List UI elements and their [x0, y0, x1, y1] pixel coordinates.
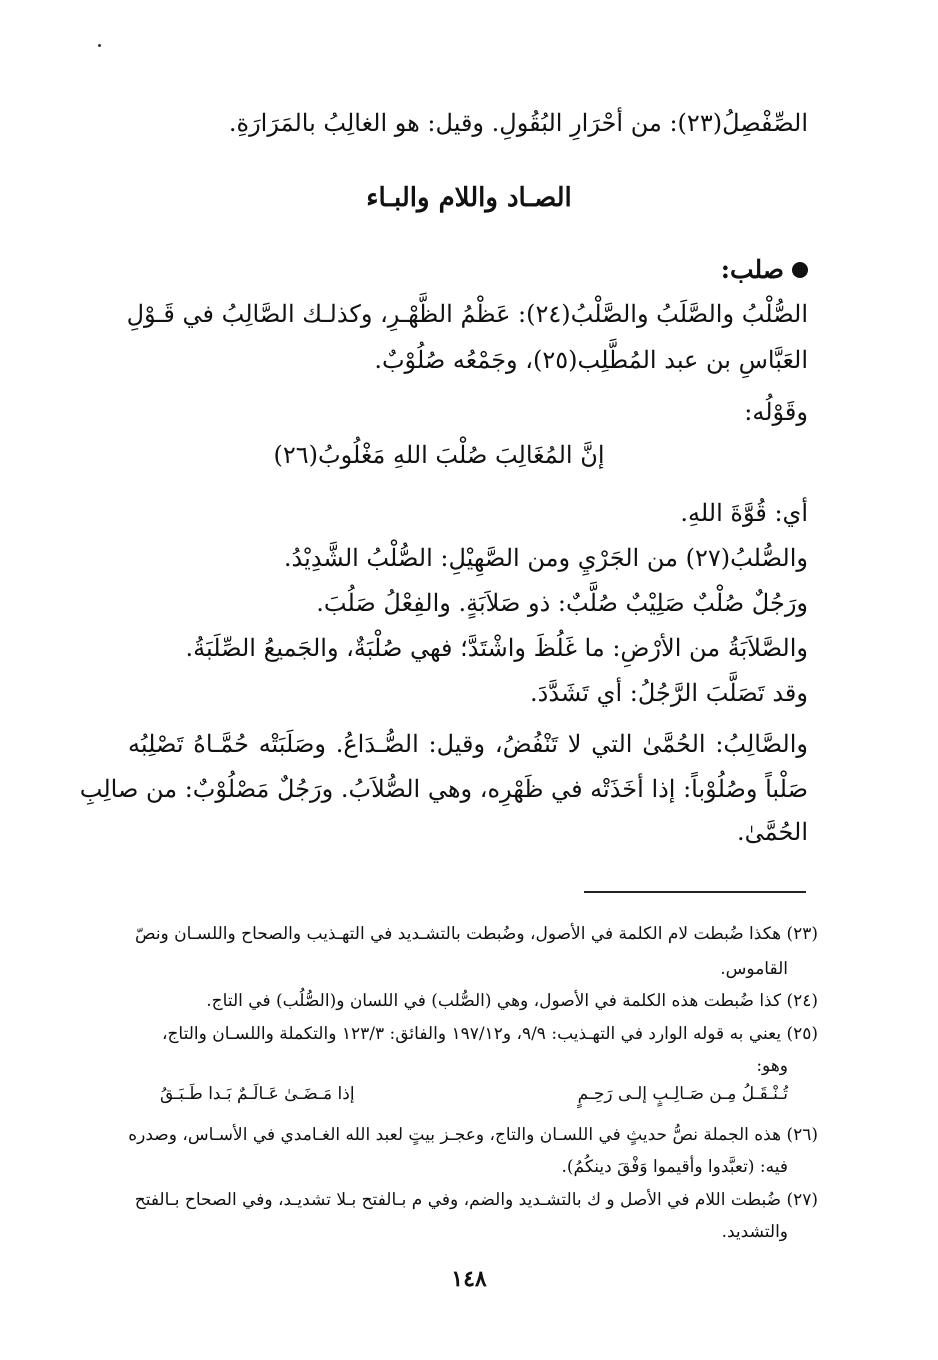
footnote-25-line-1: (٢٥) يعني به قوله الوارد في التهـذيب: ٩/٩، و١٩٧/١٢ والفائق: ١٢٣/٣ والتكملة واللسـان والتاج، [161, 1024, 818, 1044]
paragraph-1-line-1: الصُّلْبُ والصَّلَبُ والصَّلْبُ(٢٤): عَظْمُ الظَّهْـرِ، وكذلـك الصَّالِبُ في قَـوْلِ [126, 300, 808, 328]
text-line-top: الصِّفْصِلُ(٢٣): من أحْرَارِ البُقُولِ. وقيل: هو الغالِبُ بالمَرَارَةِ. [228, 109, 808, 137]
paragraph-4: والصُّلبُ(٢٧) من الجَرْيِ ومن الصَّهِيْلِ: الصُّلْبُ الشَّدِيْدُ. [283, 544, 808, 572]
footnote-25-verse-first-hemistich: تُـنْـقَـلُ مِـن صَـالِـبٍ إلـى رَحِـمٍ [577, 1084, 788, 1104]
paragraph-5: ورَجُلٌ صُلْبٌ صَلِيْبٌ صُلَّبٌ: ذو صَلاَبَةٍ. والفِعْلُ صَلُبَ. [316, 589, 808, 617]
footnote-23-line-2: القاموس. [720, 959, 788, 979]
paragraph-3: أي: قُوَّةَ اللهِ. [680, 499, 808, 527]
paragraph-8-line-2: صَلْباً وصُلُوْباً: إذا أخَذَتْه في ظَهْرِه، وهي الصُّلاَبُ. ورَجُلٌ مَصْلُوْبٌ: من صالِبِ [79, 775, 808, 803]
poetry-verse: إنَّ المُغَالِبَ صُلْبَ اللهِ مَغْلُوبُ(٢٦) [273, 441, 605, 469]
bullet-icon [792, 262, 808, 278]
paragraph-7: وقد تَصَلَّبَ الرَّجُلُ: أي تَشَدَّدَ. [530, 679, 808, 707]
footnote-27-line-1: (٢٧) ضُبطت اللام في الأصل و ك بالتشـديد والضم، وفي م بـالفتح بـلا تشديـد، وفي الصحاح بـالفتح [134, 1190, 818, 1210]
footnote-24: (٢٤) كذا ضُبطت هذه الكلمة في الأصول، وهي (الصُّلب) في اللسان و(الصُّلُب) في التاج. [206, 991, 818, 1011]
entry-head-label: صلب: [720, 255, 784, 284]
paragraph-1-line-2: العَبَّاسِ بن عبد المُطَّلِب(٢٥)، وجَمْعُه صُلُوْبٌ. [374, 346, 808, 374]
footnote-26-line-1: (٢٦) هذه الجملة نصُّ حديثٍ في اللسـان والتاج، وعجـز بيتٍ لعبد الله الغـامدي في الأسـاس، وصدره [128, 1125, 818, 1145]
paragraph-6: والصَّلاَبَةُ من الأرْضِ: ما غَلُظَ واشْتَدَّ؛ فهي صُلْبَةٌ، والجَميعُ الصِّلَبَةُ. [185, 634, 808, 662]
section-heading: الصـاد واللام والبـاء [366, 183, 572, 213]
footnote-23-line-1: (٢٣) هكذا ضُبطت لام الكلمة في الأصول، وضُبطت بالتشـديد في التهـذيب والصحاح واللسـان ونصّ [135, 924, 818, 944]
footnote-divider [584, 891, 806, 893]
entry-head [721, 250, 808, 290]
footnote-25-verse-second-hemistich: إذا مَـضَـىٰ عَـالَـمٌ بَـدا طَـبَـقُ [160, 1084, 355, 1104]
footnote-25-verse [160, 1080, 788, 1108]
footnote-27-line-2: والتشديد. [721, 1222, 788, 1242]
paragraph-2: وقَوْلُه: [744, 398, 808, 426]
footnote-26-line-2: فيه: (تعبَّدوا وأقيموا وَفْقَ دينكُمُ). [561, 1157, 788, 1177]
paragraph-8-line-3: الحُمَّىٰ. [737, 818, 808, 846]
paragraph-8-line-1: والصَّالِبُ: الحُمَّىٰ التي لا تَنْفُضُ، وقيل: الصُّـدَاعُ. وصَلَبَتْه حُمَّـاهُ تَصْلِبُه [128, 730, 809, 758]
page-speck [98, 44, 101, 47]
page-number: ١٤٨ [451, 1266, 487, 1292]
footnote-25-line-2: وهو: [756, 1056, 788, 1076]
